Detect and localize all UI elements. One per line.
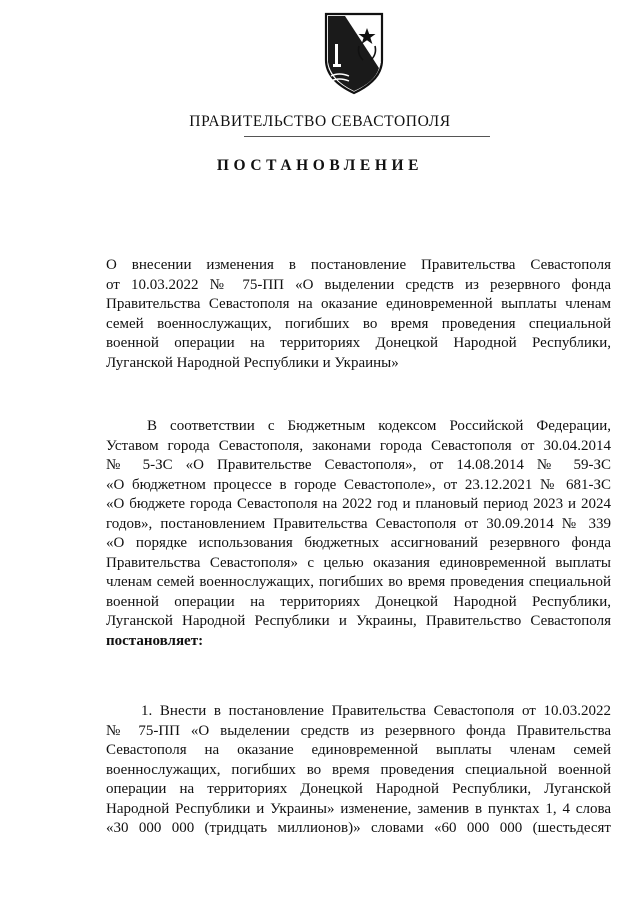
preamble-line: Правительства Севастополя» с целью оказания единовременной выплаты <box>106 554 611 571</box>
document-type-title: ПОСТАНОВЛЕНИЕ <box>216 157 424 174</box>
preamble-line: годов», постановлением Правительства Севастополя от 30.09.2014 № 339 <box>106 515 611 532</box>
preamble-line: «О порядке использования бюджетных ассигнований резервного фонда <box>106 535 611 551</box>
document-subject <box>106 256 611 373</box>
clause-line: № 75-ПП «О выделении средств из резервного фонда Правительства <box>106 722 611 739</box>
clause-line: операции на территориях Донецкой Народной Республики, Луганской <box>106 781 611 797</box>
organization-title: ПРАВИТЕЛЬСТВО СЕВАСТОПОЛЯ <box>189 113 451 130</box>
preamble-line: Уставом города Севастополя, законами города Севастополя от 30.04.2014 <box>106 437 611 454</box>
subject-line: Луганской Народной Республики и Украины» <box>106 354 399 371</box>
subject-line: семей военнослужащих, погибших во время проведения специальной <box>106 315 611 332</box>
subject-line: О внесении изменения в постановление Правительства Севастополя <box>106 257 611 273</box>
subject-line: Правительства Севастополя на оказание единовременной выплаты членам <box>106 296 611 312</box>
clause-line: Народной Республики и Украины» изменение, заменив в пунктах 1, 4 слова <box>106 800 611 817</box>
title-underline <box>244 136 490 137</box>
preamble-line: «О бюджете города Севастополя на 2022 год и плановый период 2023 и 2024 <box>106 496 611 512</box>
clause-line: «30 000 000 (тридцать миллионов)» словами «60 000 000 (шестьдесят <box>106 820 611 836</box>
clause-line: военнослужащих, погибших во время проведения специальной военной <box>106 761 611 778</box>
preamble-line: членам семей военнослужащих, погибших во время проведения специальной <box>106 574 611 590</box>
sevastopol-coat-of-arms-icon <box>323 10 385 96</box>
preamble-line: военной операции на территориях Донецкой Народной Республики, <box>106 593 611 610</box>
preamble-line: В соответствии с Бюджетным кодексом Российской Федерации, <box>147 418 611 434</box>
preamble-line: «О бюджетном процессе в городе Севастополе», от 23.12.2021 № 681-ЗС <box>106 476 611 493</box>
subject-line: военной операции на территориях Донецкой Народной Республики, <box>106 335 611 351</box>
clause-1 <box>106 702 611 839</box>
resolution-word: постановляет: <box>106 632 204 649</box>
preamble-line: Луганской Народной Республики и Украины, Правительство Севастополя <box>106 613 611 629</box>
preamble-line: № 5-ЗС «О Правительстве Севастополя», от 14.08.2014 № 59-ЗС <box>106 457 611 473</box>
clause-line: Севастополя на оказание единовременной выплаты членам семей <box>106 742 611 758</box>
clause-line: 1. Внести в постановление Правительства Севастополя от 10.03.2022 <box>141 703 611 719</box>
subject-line: от 10.03.2022 № 75-ПП «О выделении средств из резервного фонда <box>106 276 611 293</box>
preamble-paragraph <box>106 417 611 651</box>
